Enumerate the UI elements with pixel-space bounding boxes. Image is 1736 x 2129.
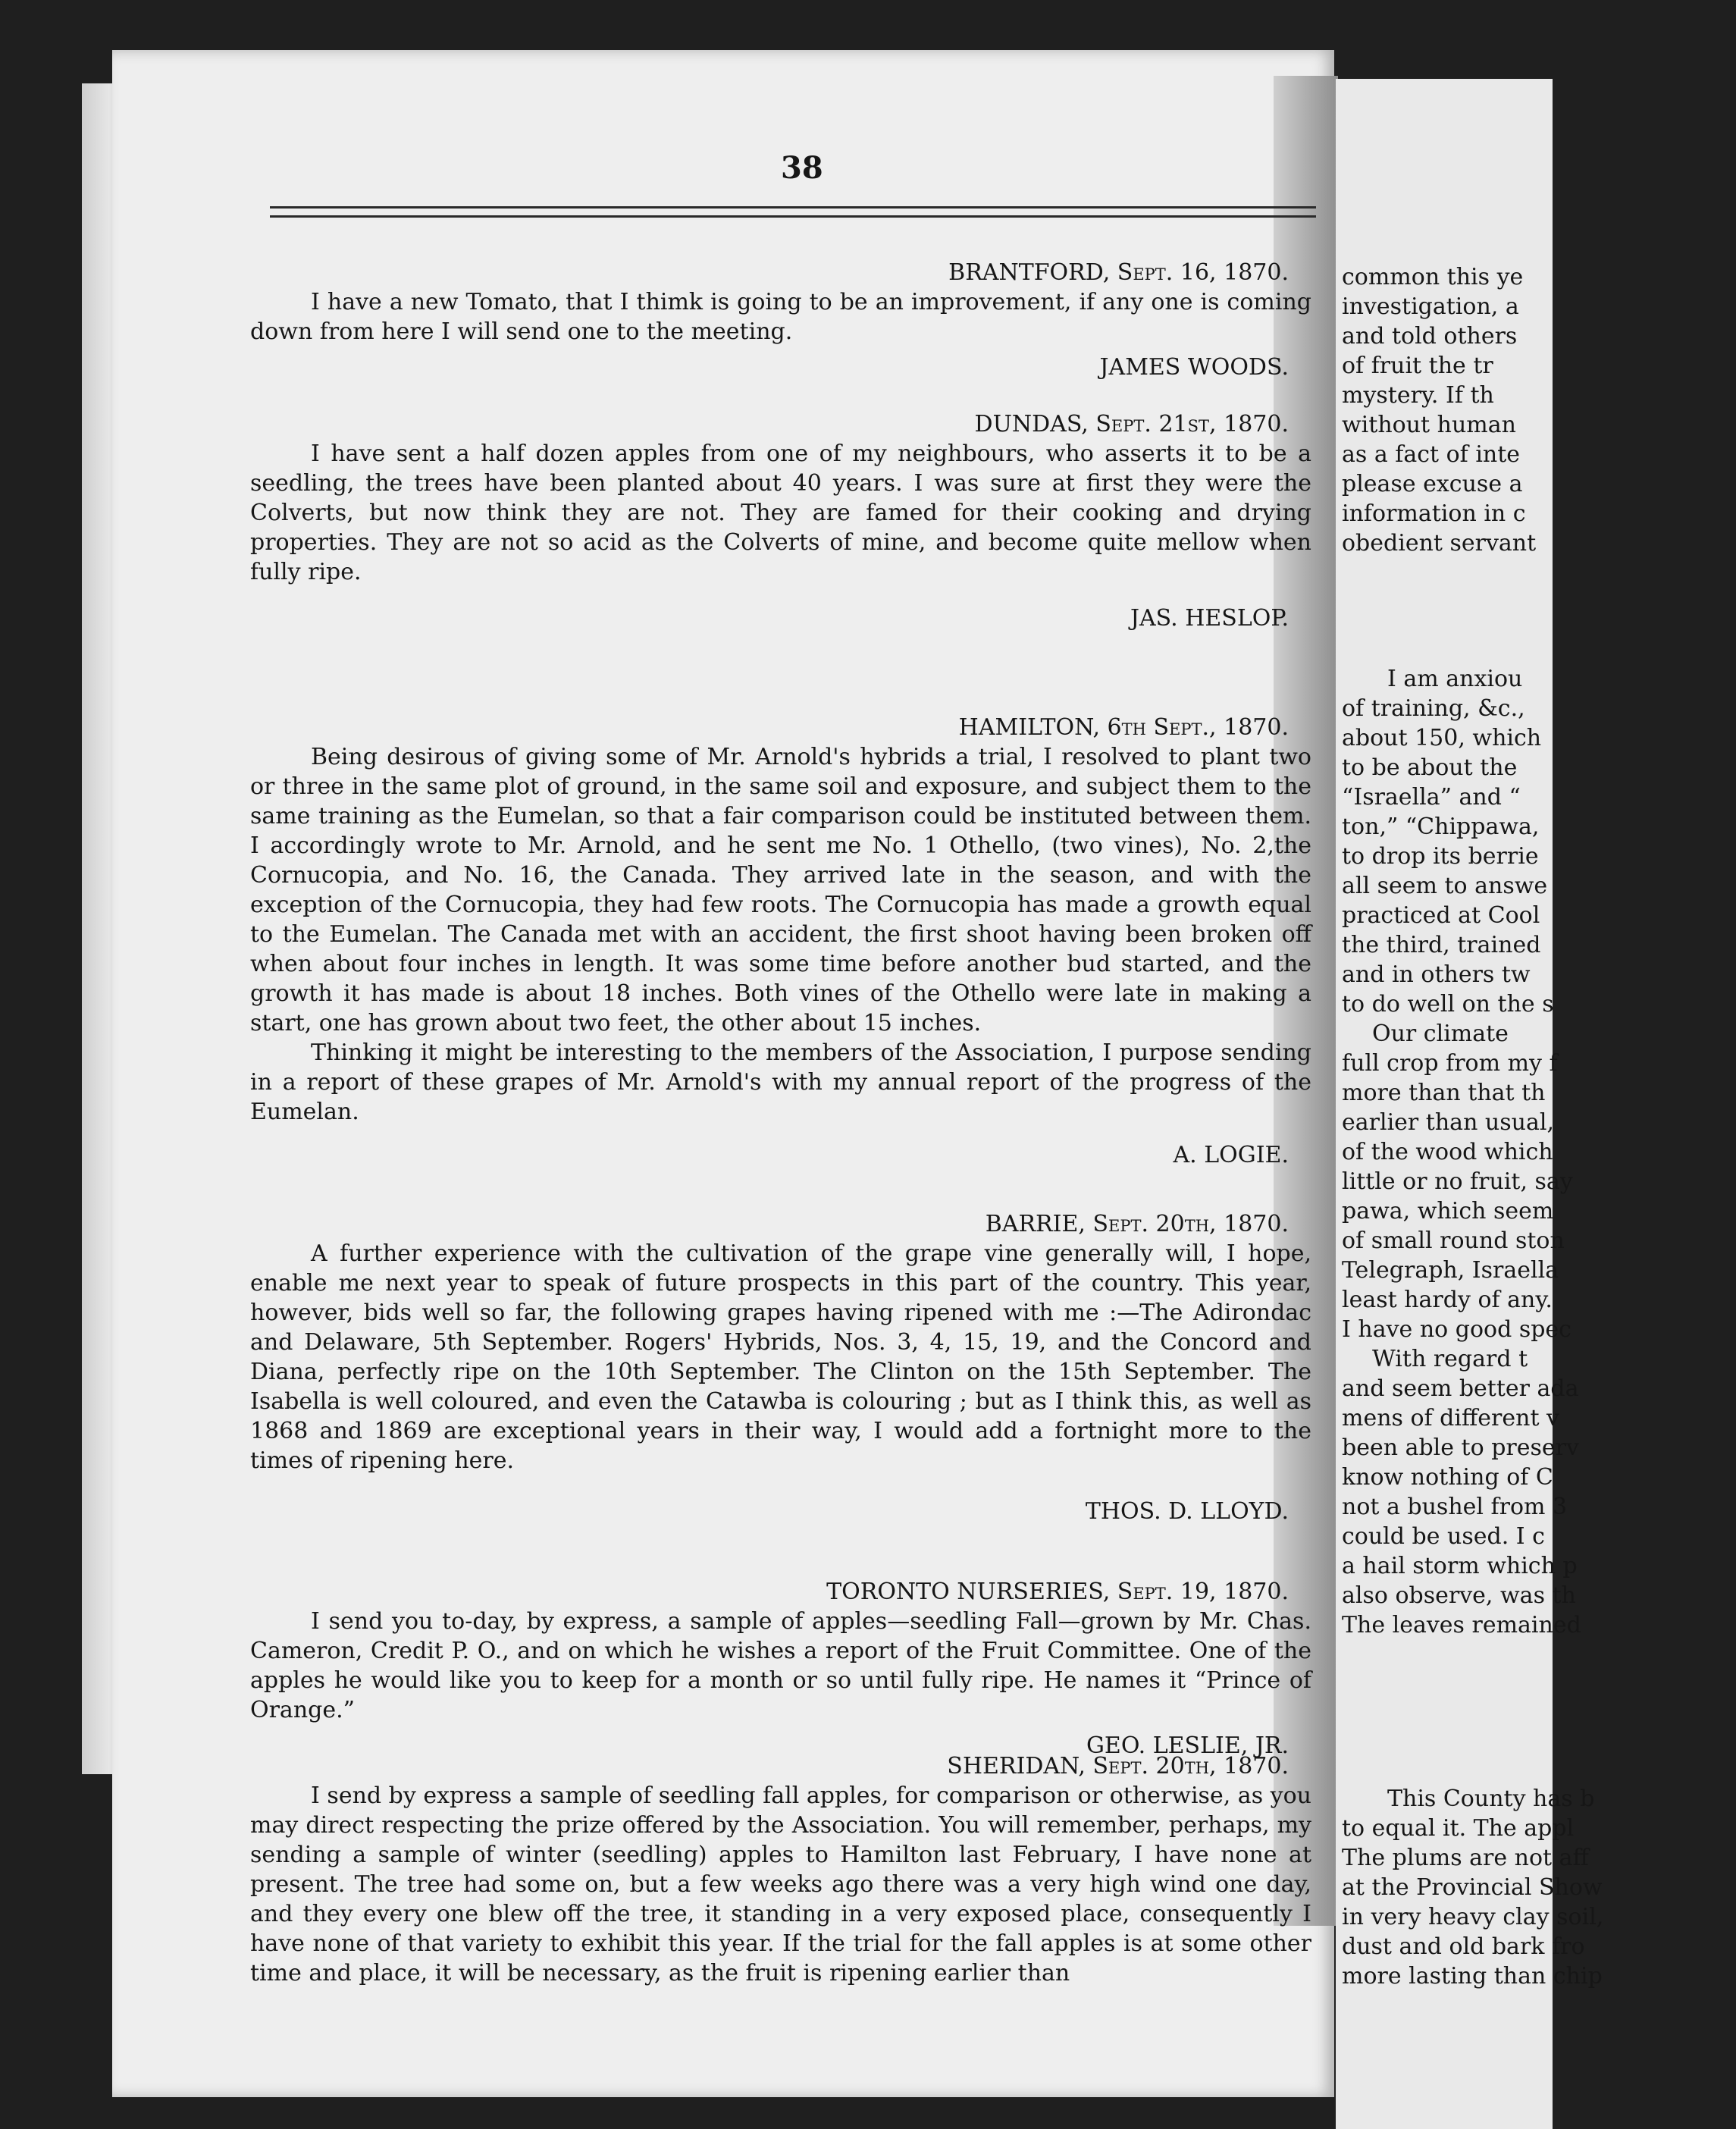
header-rule-top: [270, 206, 1316, 209]
facing-line: to do well on the s: [1342, 991, 1554, 1017]
letter-signature: GEO. LESLIE, JR.: [1086, 1732, 1289, 1759]
facing-line: and in others tw: [1342, 961, 1531, 988]
facing-line: The plums are not aff: [1342, 1845, 1589, 1871]
facing-line: also observe, was th: [1342, 1582, 1576, 1609]
facing-line: about 150, which: [1342, 725, 1542, 751]
facing-line: Our climate: [1372, 1021, 1509, 1047]
facing-line: and seem better ada: [1342, 1375, 1579, 1402]
letter-paragraph: A further experience with the cultivation of the grape vine generally will, I hope, enable me next year to speak of future prospects in this part of the country. This year, however, bids well so far, the following grapes having ripened with me :—The Adirondac and Delaware, 5th September. Rogers' Hybrids, Nos. 3, 4, 15, 19, and the Concord and Diana, perfectly ripe on the 10th September. The Clinton on the 15th September. The Isabella is well coloured, and even the Catawba is colouring ; but as I think this, as well as 1868 and 1869 are exceptional years in their way, I would add a fortnight more to the times of ripening here.: [250, 1240, 1311, 1474]
facing-line: least hardy of any.: [1342, 1287, 1553, 1313]
letter-signature: JAS. HESLOP.: [1130, 605, 1289, 632]
letter-signature: THOS. D. LLOYD.: [1085, 1498, 1289, 1525]
letter-heading: BRANTFORD, Sept. 16, 1870.: [948, 259, 1289, 286]
facing-line: I have no good spec: [1342, 1316, 1571, 1343]
facing-line: of small round ston: [1342, 1228, 1565, 1254]
page-number: 38: [781, 150, 823, 186]
letter-barrie: [250, 1209, 1311, 1526]
facing-line: Telegraph, Israella: [1342, 1257, 1559, 1284]
facing-line: to be about the: [1342, 754, 1518, 781]
facing-line: of fruit the tr: [1342, 353, 1493, 379]
header-rule-bottom: [270, 215, 1316, 218]
letter-heading: HAMILTON, 6th Sept., 1870.: [958, 714, 1289, 741]
facing-line: mens of different v: [1342, 1405, 1559, 1431]
facing-line: of the wood which: [1342, 1139, 1553, 1165]
facing-line: ton,” “Chippawa,: [1342, 814, 1540, 840]
facing-line: With regard t: [1372, 1346, 1528, 1372]
facing-line: common this ye: [1342, 264, 1524, 290]
facing-line: earlier than usual,: [1342, 1109, 1554, 1136]
facing-line: This County has b: [1387, 1786, 1595, 1812]
letter-signature: JAMES WOODS.: [1099, 354, 1289, 381]
facing-line: more lasting than chip: [1342, 1963, 1603, 1989]
facing-line: please excuse a: [1342, 471, 1523, 497]
facing-line: and told others: [1342, 323, 1518, 350]
letter-paragraph: I have sent a half dozen apples from one of my neighbours, who asserts it to be a seedling, the trees have been planted about 40 years. I was sure at first they were the Colverts, but now think they are not. They are famed for their cooking and drying properties. They are not so acid as the Colverts of mine, and become quite mellow when fully ripe.: [250, 441, 1311, 585]
facing-line: could be used. I c: [1342, 1523, 1545, 1550]
facing-line: more than that th: [1342, 1080, 1546, 1106]
facing-line: at the Provincial Show: [1342, 1874, 1603, 1901]
facing-line: I am anxiou: [1387, 666, 1523, 692]
facing-line: of training, &c.,: [1342, 695, 1525, 722]
facing-line: “Israella” and “: [1342, 784, 1521, 811]
facing-line: to drop its berrie: [1342, 843, 1539, 870]
facing-line: not a bushel from 3: [1342, 1494, 1568, 1520]
facing-line: mystery. If th: [1342, 382, 1494, 409]
letter-dundas: [250, 409, 1311, 633]
facing-gap: [1342, 558, 1736, 664]
facing-line: all seem to answe: [1342, 873, 1548, 899]
letter-brantford: [250, 258, 1311, 382]
letter-sheridan: [250, 1751, 1311, 1988]
facing-line: full crop from my f: [1342, 1050, 1558, 1077]
facing-line: a hail storm which p: [1342, 1553, 1578, 1579]
facing-line: to equal it. The appl: [1342, 1815, 1575, 1842]
facing-line: dust and old bark fro: [1342, 1933, 1585, 1960]
facing-line: as a fact of inte: [1342, 441, 1521, 468]
facing-line: without human: [1342, 412, 1516, 438]
facing-line: the third, trained: [1342, 932, 1541, 958]
letter-paragraph: Thinking it might be interesting to the members of the Association, I purpose sending in a report of these grapes of Mr. Arnold's with my annual report of the progress of the Eumelan.: [250, 1039, 1311, 1125]
letter-heading: SHERIDAN, Sept. 20th, 1870.: [947, 1753, 1289, 1779]
facing-page: [1336, 79, 1604, 2129]
facing-line: know nothing of C: [1342, 1464, 1553, 1491]
letter-signature: A. LOGIE.: [1173, 1142, 1289, 1168]
facing-line: information in c: [1342, 500, 1526, 527]
facing-line: pawa, which seem: [1342, 1198, 1554, 1224]
facing-line: The leaves remained: [1342, 1612, 1581, 1638]
letter-heading: DUNDAS, Sept. 21st, 1870.: [974, 411, 1289, 437]
facing-line: little or no fruit, say: [1342, 1168, 1573, 1195]
facing-line: in very heavy clay soil,: [1342, 1904, 1604, 1930]
facing-page-text: [1342, 262, 1736, 1991]
facing-line: practiced at Cool: [1342, 902, 1540, 929]
letter-hamilton: [250, 713, 1311, 1170]
letter-heading: TORONTO NURSERIES, Sept. 19, 1870.: [826, 1579, 1289, 1605]
facing-line: investigation, a: [1342, 293, 1519, 320]
letter-heading: BARRIE, Sept. 20th, 1870.: [985, 1211, 1289, 1237]
letter-paragraph: Being desirous of giving some of Mr. Arnold's hybrids a trial, I resolved to plant two or three in the same plot of ground, in the same soil and exposure, and subject them to the same training as the Eumelan, so that a fair comparison could be instituted between them. I accordingly wrote to Mr. Arnold, and he sent me No. 1 Othello, (two vines), No. 2,the Cornucopia, and No. 16, the Canada. They arrived late in the season, and with the exception of the Cornucopia, they had few roots. The Cornucopia has made a growth equal to the Eumelan. The Canada met with an accident, the first shoot having been broken off when about four inches in length. It was some time before another bud started, and the growth it has made is about 18 inches. Both vines of the Othello were late in making a start, one has grown about two feet, the other about 15 inches.: [250, 744, 1311, 1036]
letter-paragraph: I send you to-day, by express, a sample of apples—seedling Fall—grown by Mr. Chas. Cameron, Credit P. O., and on which he wishes a report of the Fruit Committee. One of the apples he would like you to keep for a month or so until fully ripe. He names it “Prince of Orange.”: [250, 1608, 1311, 1723]
letter-paragraph: I send by express a sample of seedling fall apples, for comparison or otherwise, as you may direct respecting the prize offered by the Association. You will remember, perhaps, my sending a sample of winter (seedling) apples to Hamilton last February, I have none at present. The tree had some on, but a few weeks ago there was a very high wind one day, and they every one blew off the tree, it standing in a very exposed place, consequently I have none of that variety to exhibit this year. If the trial for the fall apples is at some other time and place, it will be necessary, as the fruit is ripening earlier than: [250, 1783, 1311, 1986]
letter-toronto-nurseries: [250, 1577, 1311, 1761]
facing-line: been able to preserv: [1342, 1434, 1579, 1461]
facing-line: obedient servant: [1342, 530, 1537, 557]
letter-paragraph: I have a new Tomato, that I thimk is going to be an improvement, if any one is coming down from here I will send one to the meeting.: [250, 289, 1311, 345]
facing-gap: [1342, 1640, 1736, 1784]
